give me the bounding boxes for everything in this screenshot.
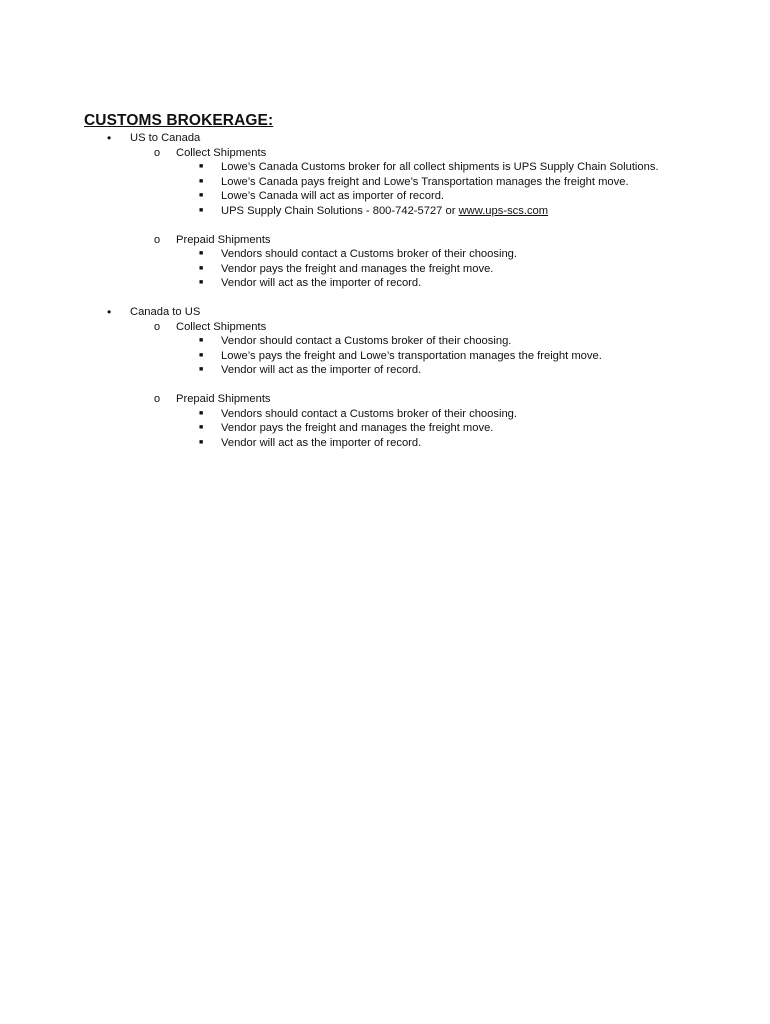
list-item-text: Lowe’s pays the freight and Lowe’s transportation manages the freight move. — [221, 349, 602, 362]
group-title: Prepaid Shipments — [176, 393, 271, 405]
list-item-text: Lowe’s Canada pays freight and Lowe’s Transportation manages the freight move. — [221, 175, 629, 188]
list-item — [0, 363, 770, 378]
square-marker: ■ — [199, 206, 204, 214]
group-title: Collect Shipments — [176, 146, 267, 159]
list-item-text: Lowe’s Canada Customs broker for all collect shipments is UPS Supply Chain Solutions. — [221, 161, 659, 173]
square-marker: ■ — [199, 438, 204, 446]
section-us-to-canada — [0, 131, 770, 146]
list-item-text: Vendor pays the freight and manages the freight move. — [221, 422, 494, 434]
square-marker: ■ — [199, 351, 204, 359]
list-item — [0, 421, 770, 436]
contact-text — [221, 204, 548, 219]
square-marker: ■ — [199, 424, 204, 431]
group-title: Collect Shipments — [176, 320, 267, 333]
circle-marker: o — [154, 393, 161, 405]
square-marker: ■ — [199, 409, 204, 417]
square-marker: ■ — [199, 192, 204, 199]
list-item — [0, 407, 770, 422]
list-item — [0, 276, 770, 291]
list-item-text: Vendor should contact a Customs broker of their choosing. — [221, 335, 512, 347]
square-marker: ■ — [199, 366, 204, 373]
list-item — [0, 247, 770, 262]
list-item — [0, 175, 770, 190]
list-item-text: Vendor will act as the importer of record. — [221, 436, 422, 449]
list-item-text: Vendor pays the freight and manages the freight move. — [221, 262, 494, 275]
section-title: US to Canada — [130, 132, 201, 144]
square-marker: ■ — [199, 177, 204, 185]
group-collect-shipments — [0, 146, 770, 161]
list-item — [0, 334, 770, 349]
square-marker: ■ — [199, 250, 204, 257]
circle-marker: o — [154, 146, 161, 159]
spacer — [0, 378, 770, 393]
list-item-text: Vendors should contact a Customs broker of their choosing. — [221, 407, 518, 420]
page-heading: CUSTOMS BROKERAGE: — [84, 112, 274, 129]
bullet-marker: • — [107, 131, 112, 145]
list-item — [0, 349, 770, 364]
group-prepaid-shipments — [0, 233, 770, 248]
square-marker: ■ — [199, 163, 204, 170]
list-item — [0, 160, 770, 175]
list-item-text: Vendor will act as the importer of record. — [221, 364, 422, 376]
bullet-marker: • — [107, 305, 112, 319]
ups-scs-link[interactable]: www.ups-scs.com — [458, 204, 549, 217]
group-prepaid-shipments — [0, 392, 770, 407]
section-title: Canada to US — [130, 306, 201, 318]
group-title: Prepaid Shipments — [176, 233, 271, 246]
contact-prefix: UPS Supply Chain Solutions - 800-742-5727 or — [221, 204, 459, 217]
customs-brokerage-list — [0, 131, 770, 450]
circle-marker: o — [154, 320, 161, 333]
list-item — [0, 436, 770, 451]
square-marker: ■ — [199, 279, 204, 286]
list-item-text: Vendor will act as the importer of record. — [221, 277, 422, 289]
list-item-contact — [0, 204, 770, 219]
spacer — [0, 218, 770, 233]
group-collect-shipments — [0, 320, 770, 335]
section-canada-to-us — [0, 305, 770, 320]
list-item-text: Vendors should contact a Customs broker of their choosing. — [221, 248, 518, 260]
list-item — [0, 189, 770, 204]
list-item-text: Lowe’s Canada will act as importer of record. — [221, 190, 445, 202]
square-marker: ■ — [199, 264, 204, 272]
spacer — [0, 291, 770, 306]
circle-marker: o — [154, 233, 161, 246]
list-item — [0, 262, 770, 277]
square-marker: ■ — [199, 337, 204, 344]
